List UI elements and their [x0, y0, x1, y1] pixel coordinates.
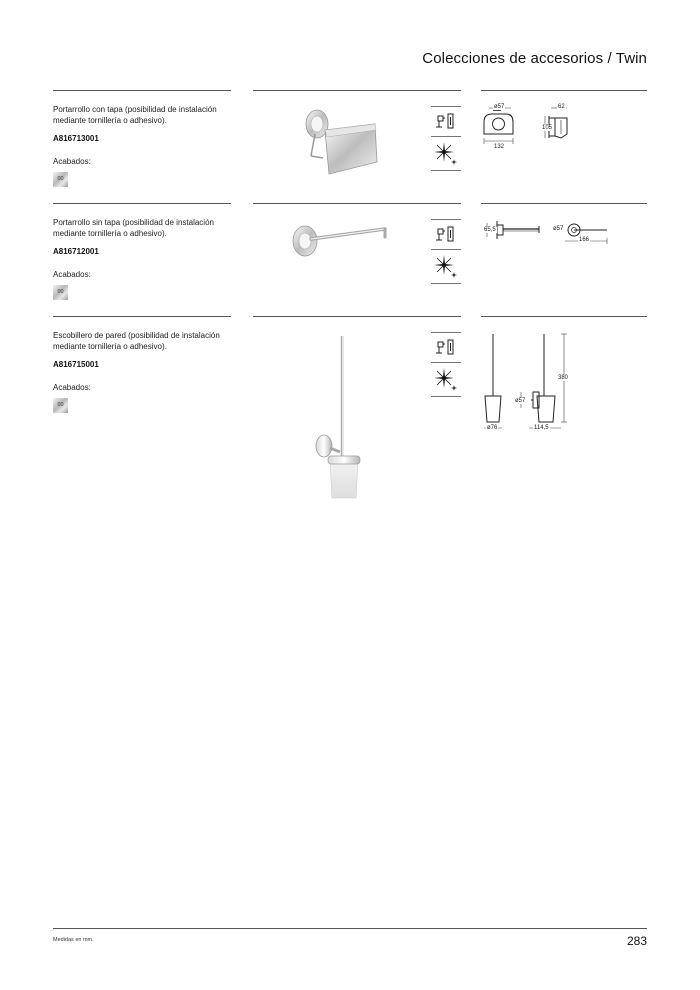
divider: [253, 316, 461, 317]
dimension-label: ø57: [494, 104, 505, 110]
finishes-label: Acabados:: [53, 157, 91, 166]
dimension-label: 114,5: [534, 425, 549, 431]
footer-note: Medidas en mm.: [53, 937, 94, 943]
divider: [53, 203, 231, 204]
dimension-label: ø57: [553, 226, 564, 232]
finish-swatch[interactable]: 00: [53, 398, 68, 413]
product-description: Escobillero de pared (posibilidad de instalación mediante tornillería o adhesivo).: [53, 331, 220, 351]
product-photo: [285, 102, 395, 182]
screw-adhesive-mount-icon: [431, 334, 461, 364]
dimension-label: 105: [542, 125, 553, 131]
divider: [481, 90, 647, 91]
product-description: Portarrollo sin tapa (posibilidad de instalación mediante tornillería o adhesivo).: [53, 218, 214, 238]
product-photo: [285, 211, 395, 273]
product-code: A816712001: [53, 247, 99, 256]
dimension-label: 62: [558, 104, 565, 110]
divider: [253, 90, 461, 91]
page-number: 283: [626, 934, 647, 948]
screw-adhesive-mount-icon: [431, 108, 461, 138]
dimension-label: 380: [558, 375, 569, 381]
sparkle-finish-icon: [431, 365, 461, 395]
product-description: Portarrollo con tapa (posibilidad de instalación mediante tornillería o adhesivo).: [53, 105, 217, 125]
finish-swatch[interactable]: 00: [53, 285, 68, 300]
footer-divider: [53, 928, 647, 929]
dimension-label: ø76: [487, 425, 498, 431]
sparkle-finish-icon: [431, 139, 461, 169]
divider: [481, 203, 647, 204]
finishes-label: Acabados:: [53, 383, 91, 392]
divider: [53, 316, 231, 317]
finish-swatch[interactable]: 00: [53, 172, 68, 187]
product-row: [0, 316, 700, 506]
dimension-label: 65,5: [484, 227, 496, 233]
finishes-label: Acabados:: [53, 270, 91, 279]
page-title: Colecciones de accesorios / Twin: [422, 50, 647, 67]
product-photo: [280, 326, 400, 504]
divider: [53, 90, 231, 91]
product-code: A816713001: [53, 134, 99, 143]
icon-column: [431, 219, 461, 301]
dimension-label: ø57: [515, 398, 526, 404]
technical-drawing: [481, 330, 581, 434]
screw-adhesive-mount-icon: [431, 221, 461, 251]
product-code: A816715001: [53, 360, 99, 369]
divider: [481, 316, 647, 317]
divider: [253, 203, 461, 204]
sparkle-finish-icon: [431, 252, 461, 282]
technical-drawing: [481, 215, 611, 247]
dimension-label: 132: [494, 144, 505, 150]
icon-column: [431, 332, 461, 414]
icon-column: [431, 106, 461, 188]
dimension-label: 166: [579, 237, 590, 243]
